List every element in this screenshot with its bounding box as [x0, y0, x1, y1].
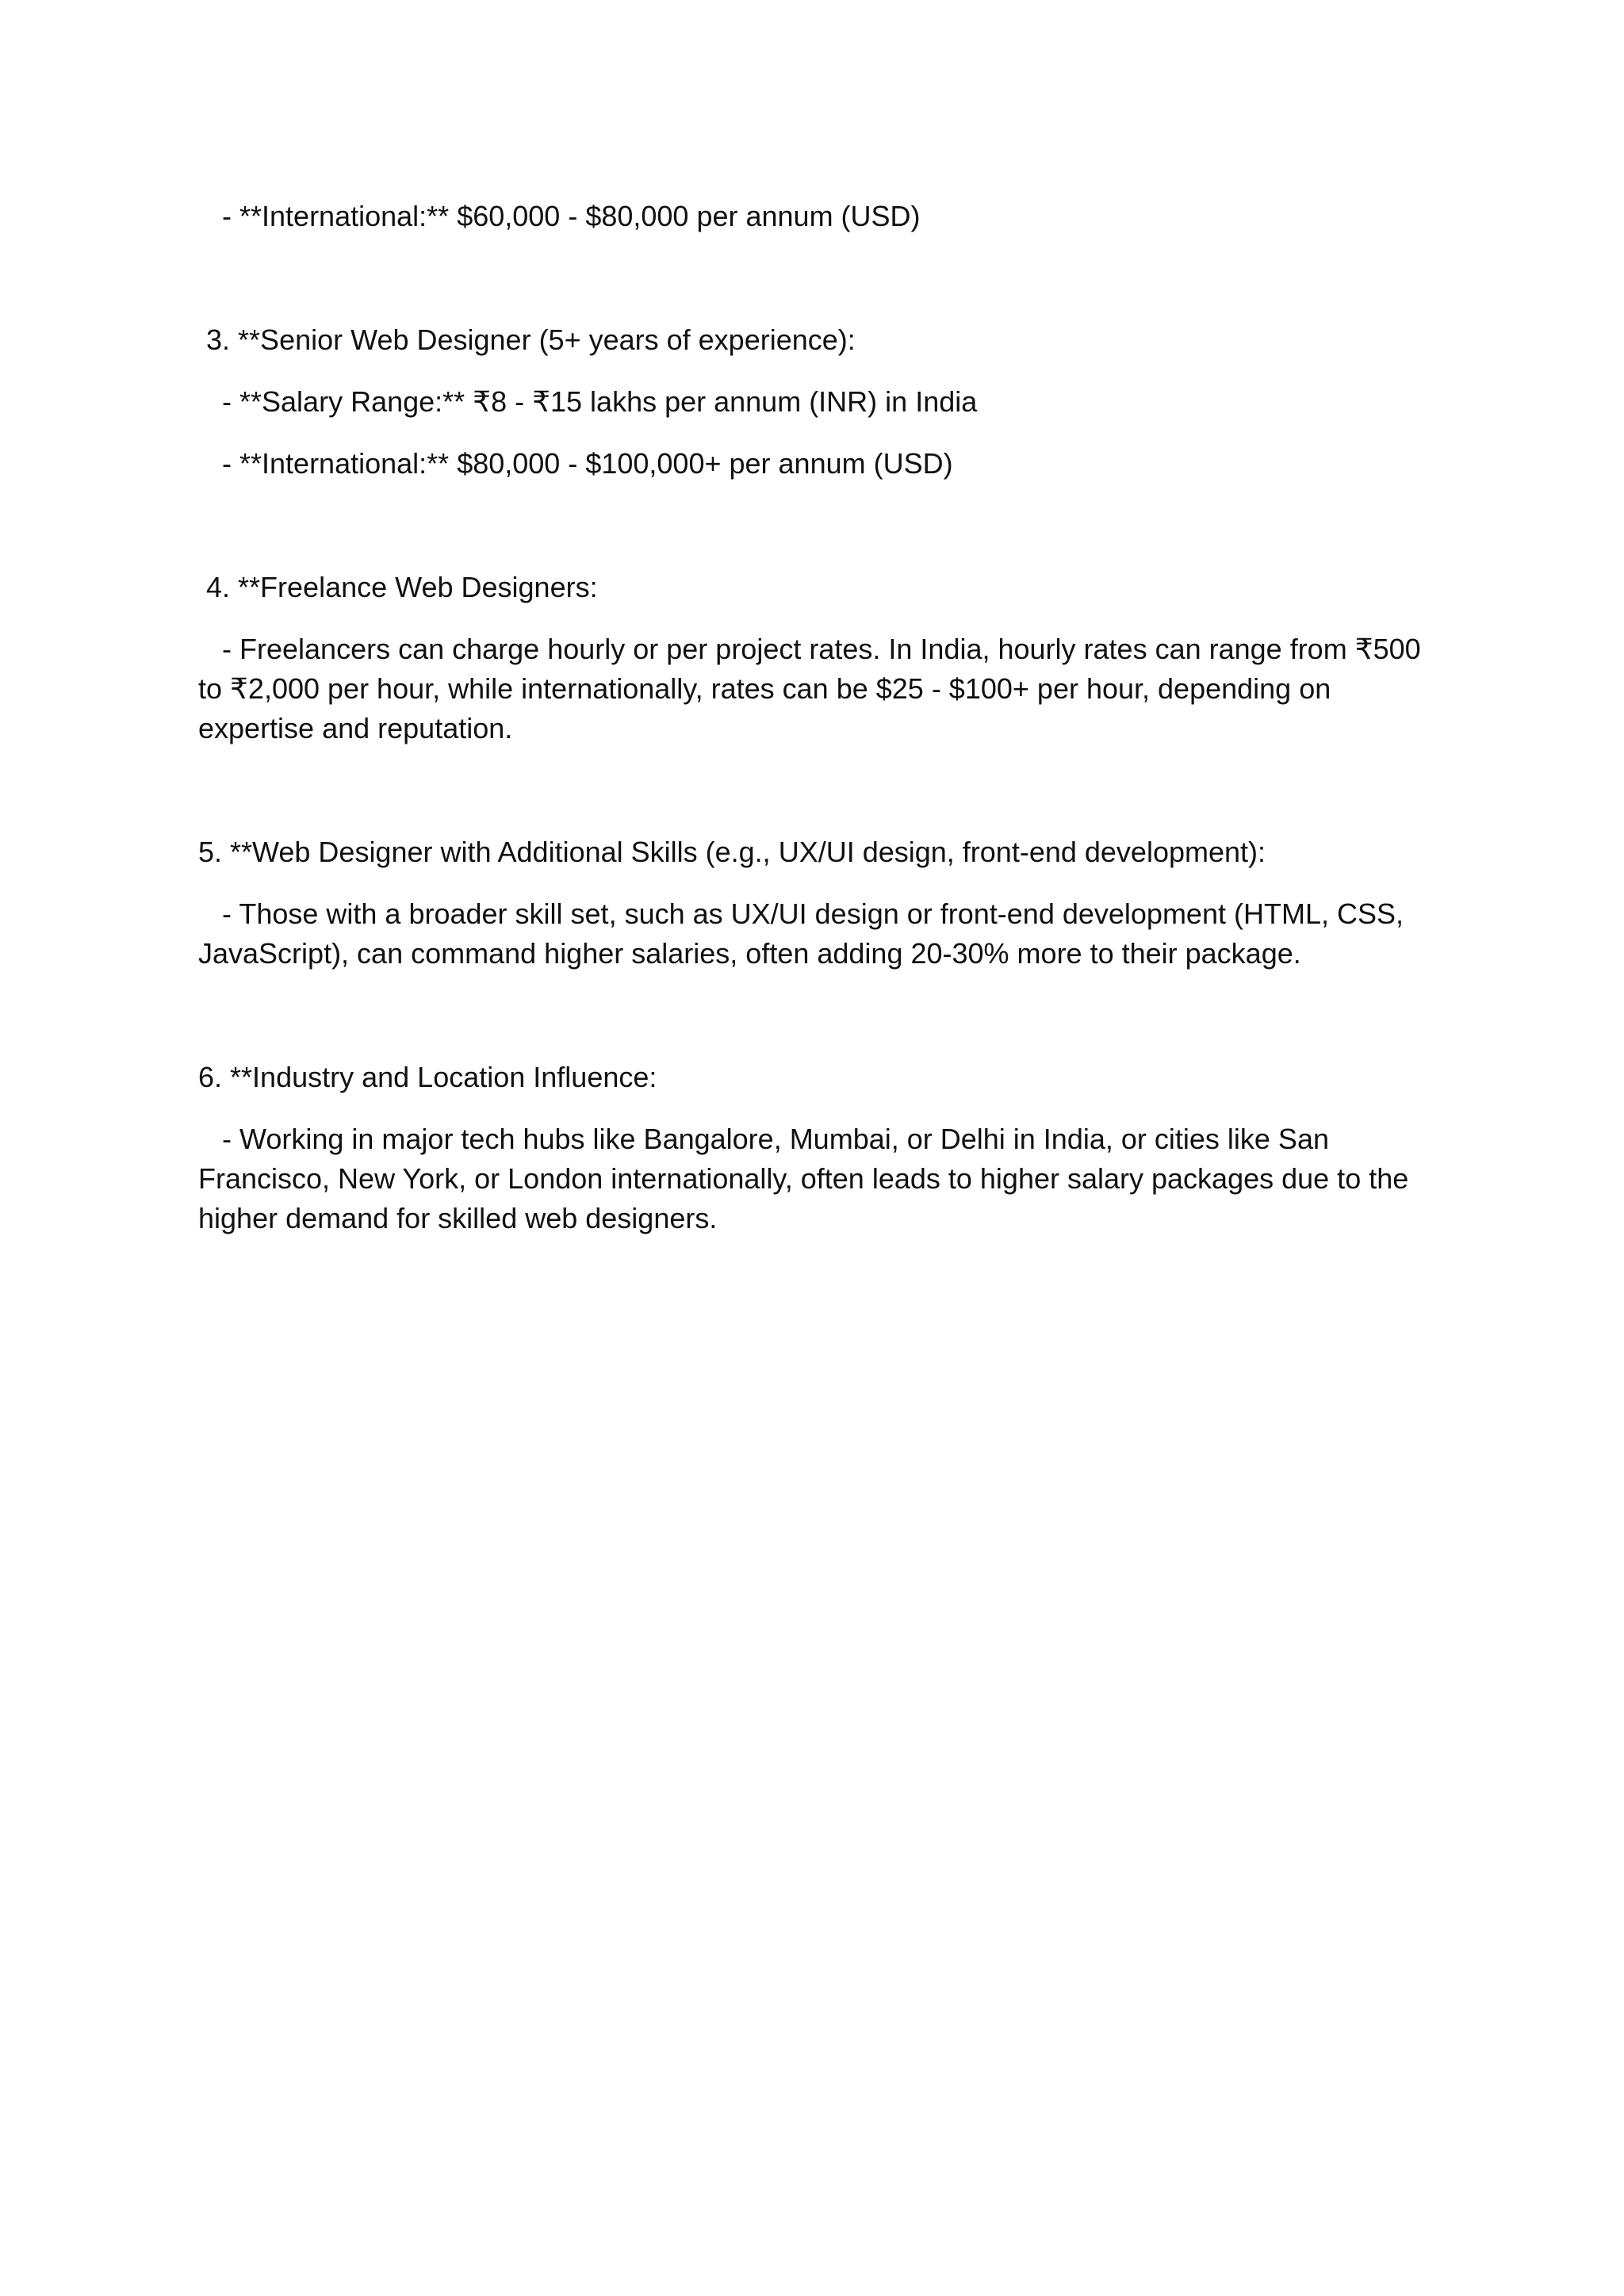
industry-location-heading: 6. **Industry and Location Influence:: [198, 1061, 657, 1093]
additional-skills-heading: 5. **Web Designer with Additional Skills (e.g., UX/UI design, front-end development):: [198, 836, 1266, 868]
industry-location-description: - Working in major tech hubs like Bangalore, Mumbai, or Delhi in India, or cities like San Francisco, New York, or London internationally, often leads to higher salary packages due to the higher demand for skilled web designers.: [198, 1123, 1417, 1234]
senior-web-designer-heading: 3. **Senior Web Designer (5+ years of experience):: [198, 323, 856, 356]
additional-skills-description: - Those with a broader skill set, such as UX/UI design or front-end development (HTML, CSS, JavaScript), can command higher salaries, often adding 20-30% more to their package.: [198, 897, 1412, 970]
freelance-heading: 4. **Freelance Web Designers:: [198, 571, 598, 603]
international-salary-line: - **International:** $60,000 - $80,000 per annum (USD): [198, 200, 921, 232]
senior-salary-range-line: - **Salary Range:** ₹8 - ₹15 lakhs per annum (INR) in India: [198, 385, 978, 418]
senior-international-line: - **International:** $80,000 - $100,000+ per annum (USD): [198, 447, 953, 480]
freelance-description: - Freelancers can charge hourly or per project rates. In India, hourly rates can range from ₹500 to ₹2,000 per hour, while internationally, rates can be $25 - $100+ per hour, depending on expertise and reputation.: [198, 633, 1429, 744]
